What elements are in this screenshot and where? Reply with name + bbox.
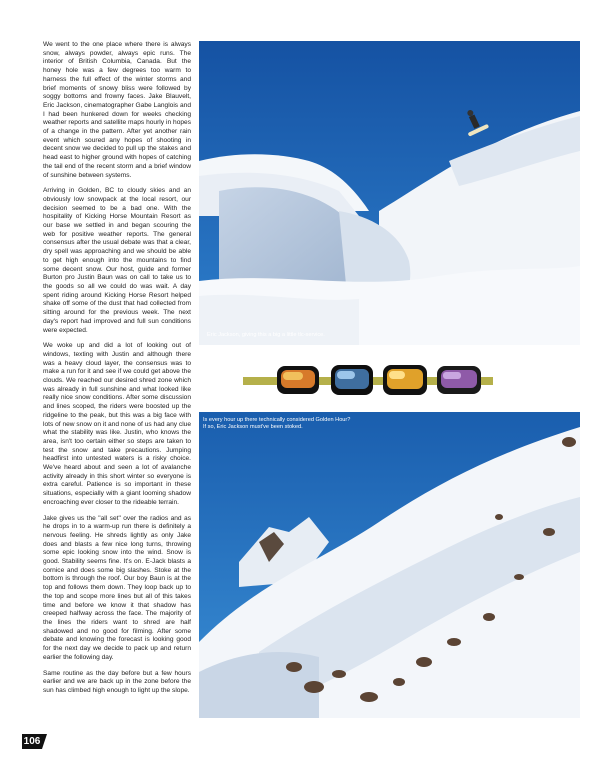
page-number: 106 xyxy=(23,736,41,747)
article-paragraph-5: Same routine as the day before but a few hours earlier and we are back up in the zone before the sun has climbed high enough to light up the slope. xyxy=(43,669,191,694)
goggle-image-1 xyxy=(277,366,319,394)
goggle-image-3 xyxy=(383,365,427,395)
bottom-photo-caption xyxy=(203,417,350,431)
article-paragraph-4: Jake gives us the "all set" over the radios and as he drops in to a warm-up run there is definitely a nervous feeling. He shreds lightly as only Jake does and blasts a few nice long turns, throwing some epic looking snow into the wind. Snow is good. Stability seems fine. It's on. E-Jack blasts a cornice and does some big slashes. Stoke at the bottom is through the roof. Our boy Baun is at the top and follows them down. They loop back up to the top and scope more lines but all of this takes time and before we know it that shadow has creeped halfway across the face. The majority of the lines the riders want to shred are half shadowed and no good for filming. After some debate and knowing the forecast is looking good for the next day we decide to pack up and return earlier the following day. xyxy=(43,514,191,661)
article-paragraph-2: Arriving in Golden, BC to cloudy skies and an obviously low snowpack at the local resort, our decision seemed to be a bad one. With the hospitality of Kicking Horse Mountain Resort as our base we settled in and began scouring the web for positive weather reports. The general consensus after the usual debate was that a clear, dry spell was approaching and we should be able to get high enough into the mountains to find some decent snow. Our host, guide and former Burton pro Justin Baun was on call to take us to the goods so all we could do was wait. A day spent riding around Kicking Horse Resort helped shake off some of the dust that had collected from sitting around for the previous week. The next day's report had improved and full sun conditions were expected. xyxy=(43,187,191,334)
article-paragraph-1: We went to the one place where there is always snow, always powder, always epic runs. The interior of British Columbia, Canada. But the honey hole was a few degrees too warm to harness the full effect of the winter storms and brief moments of snowy bliss were followed by soggy bottoms and frowny faces. Jake Blauvelt, Eric Jackson, cinematographer Gabe Langlois and I had been hunkered down for weeks checking weather reports and satellite maps hourly in hopes of a change in the pattern. After yet another rain event which soured any hopes of shooting in decent snow we decided to pull up the stakes and head east to higher ground with hopes of catching the tail end of the recent storm and a brief window of sunshine between systems. xyxy=(43,41,191,179)
bottom-photo xyxy=(199,412,580,718)
goggle-image-2 xyxy=(331,365,373,395)
top-photo-image xyxy=(199,41,580,345)
goggles-strip xyxy=(243,363,493,399)
article-text-column xyxy=(43,41,191,703)
article-paragraph-3: We woke up and did a lot of looking out of windows, texting with Justin and although there was a heavy cloud layer, the consensus was to make a run for it and see if we could get above the clouds. We reached our desired shred zone which was already in full sunshine and what looked like really nice snow conditions. After some discussion and lines scoped, the riders were boosted up the ridgeline to the peak, but this was a big face with lots of new snow on it and none of us had any clue what the stability was like. Justin, who knows the area, isn't too certain either so steps are taken to test the snow and take precautions. Jumping headfirst into untested waters is a risky choice. We've heard about and seen a lot of avalanche activity already in this short winter so everyone is extra careful. Patience is so important in these situations, especially with a giant looming shadow encroaching ever closer to the rideable terrain. xyxy=(43,342,191,506)
bottom-photo-caption-line-1: Is every hour up there technically considered Golden Hour? xyxy=(203,417,351,423)
top-photo xyxy=(199,41,580,345)
top-photo-caption: Eric Jackson, giving this a big a little tlc-service. xyxy=(207,332,325,338)
bottom-photo-image xyxy=(199,412,580,718)
bottom-photo-caption-line-2: If so, Eric Jackson must've been stoked. xyxy=(203,424,303,431)
goggle-image-4 xyxy=(437,366,481,394)
